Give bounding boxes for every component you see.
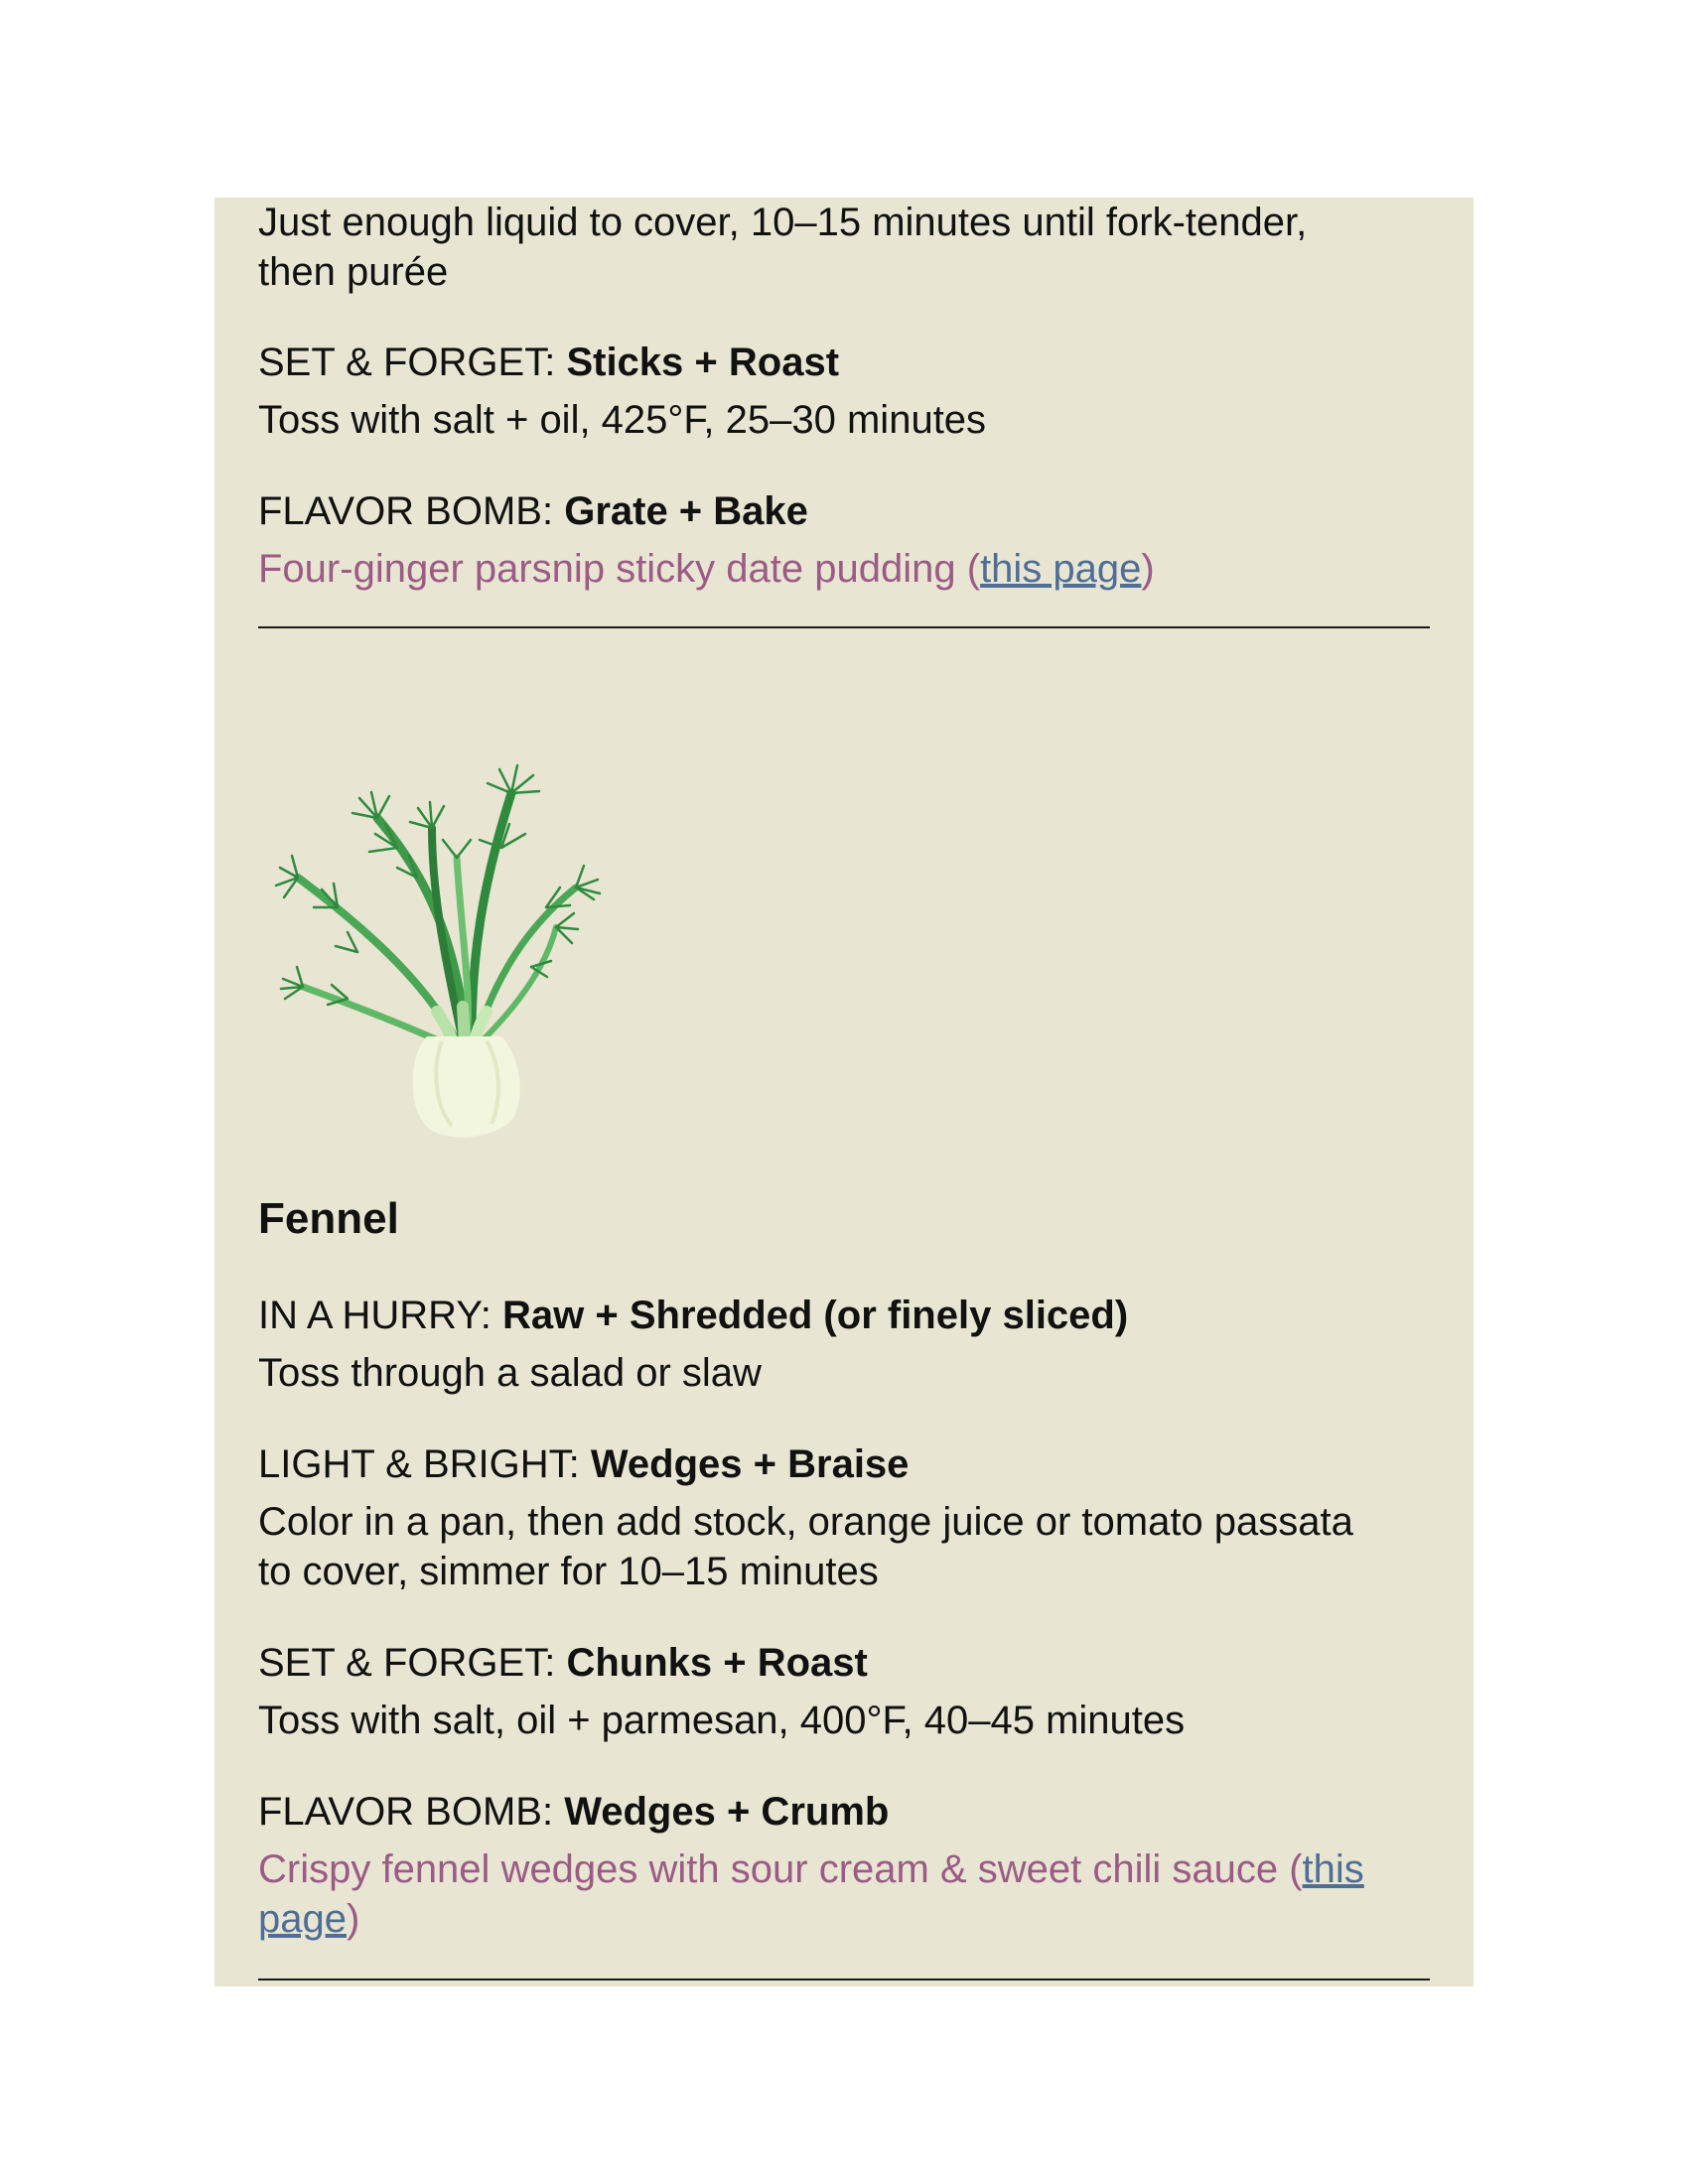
hurry-heading <box>258 1291 1430 1340</box>
fennel-bulb-illustration-icon <box>258 739 616 1141</box>
set-forget-label: SET & FORGET: <box>258 341 567 384</box>
fennel-light-bright <box>258 1439 1430 1596</box>
flavor-bomb-method: Grate + Bake <box>564 489 808 533</box>
light-label: LIGHT & BRIGHT: <box>258 1442 591 1486</box>
light-text-line-2: to cover, simmer for 10–15 minutes <box>258 1550 879 1593</box>
parsnip-recipe-line <box>258 544 1430 594</box>
parsnip-puree-description <box>258 198 1430 297</box>
fennel-this-link[interactable]: this <box>1302 1847 1364 1891</box>
recipe-text: Four-ginger parsnip sticky date pudding ( <box>258 547 981 591</box>
fennel-flavor-bomb-label: FLAVOR BOMB: <box>258 1790 565 1834</box>
fennel-set-forget-method: Chunks + Roast <box>566 1641 868 1685</box>
section-divider <box>258 626 1430 628</box>
this-page-link[interactable]: this page <box>980 547 1142 591</box>
fennel-set-forget-heading <box>258 1638 1430 1688</box>
fennel-recipe-text: Crispy fennel wedges with sour cream & sweet chili sauce ( <box>258 1847 1303 1891</box>
hurry-label: IN A HURRY: <box>258 1294 503 1337</box>
fennel-set-forget-label: SET & FORGET: <box>258 1641 567 1685</box>
light-method: Wedges + Braise <box>590 1442 910 1486</box>
fennel-flavor-bomb-method: Wedges + Crumb <box>564 1790 890 1834</box>
section-divider-bottom <box>258 1979 1430 1980</box>
recipe-close: ) <box>1141 547 1155 591</box>
parsnip-set-forget <box>258 338 1430 445</box>
fennel-flavor-bomb-heading <box>258 1787 1430 1837</box>
fennel-set-forget <box>258 1638 1430 1745</box>
fennel-recipe-line-1 <box>258 1844 1430 1894</box>
fennel-recipe-line-2 <box>258 1894 1430 1944</box>
content-panel <box>214 198 1474 1986</box>
light-heading <box>258 1439 1430 1489</box>
fennel-set-forget-text: Toss with salt, oil + parmesan, 400°F, 40–45 minutes <box>258 1699 1186 1742</box>
hurry-text: Toss through a salad or slaw <box>258 1351 762 1395</box>
fennel-in-a-hurry <box>258 1291 1430 1398</box>
puree-text-line-1: Just enough liquid to cover, 10–15 minutes until fork-tender, <box>258 201 1308 244</box>
flavor-bomb-label: FLAVOR BOMB: <box>258 489 565 533</box>
set-forget-text: Toss with salt + oil, 425°F, 25–30 minutes <box>258 398 987 442</box>
set-forget-heading <box>258 338 1430 387</box>
fennel-title: Fennel <box>258 1194 399 1243</box>
fennel-recipe-close: ) <box>346 1897 360 1941</box>
set-forget-method: Sticks + Roast <box>566 341 840 384</box>
fennel-flavor-bomb <box>258 1787 1430 1944</box>
light-text-line-1: Color in a pan, then add stock, orange juice or tomato passata <box>258 1500 1353 1544</box>
parsnip-flavor-bomb <box>258 486 1430 594</box>
hurry-method: Raw + Shredded (or finely sliced) <box>502 1294 1129 1337</box>
fennel-page-link[interactable]: page <box>258 1897 347 1941</box>
fennel-title-block <box>258 1192 1430 1246</box>
puree-text-line-2: then purée <box>258 250 449 294</box>
flavor-bomb-heading <box>258 486 1430 536</box>
